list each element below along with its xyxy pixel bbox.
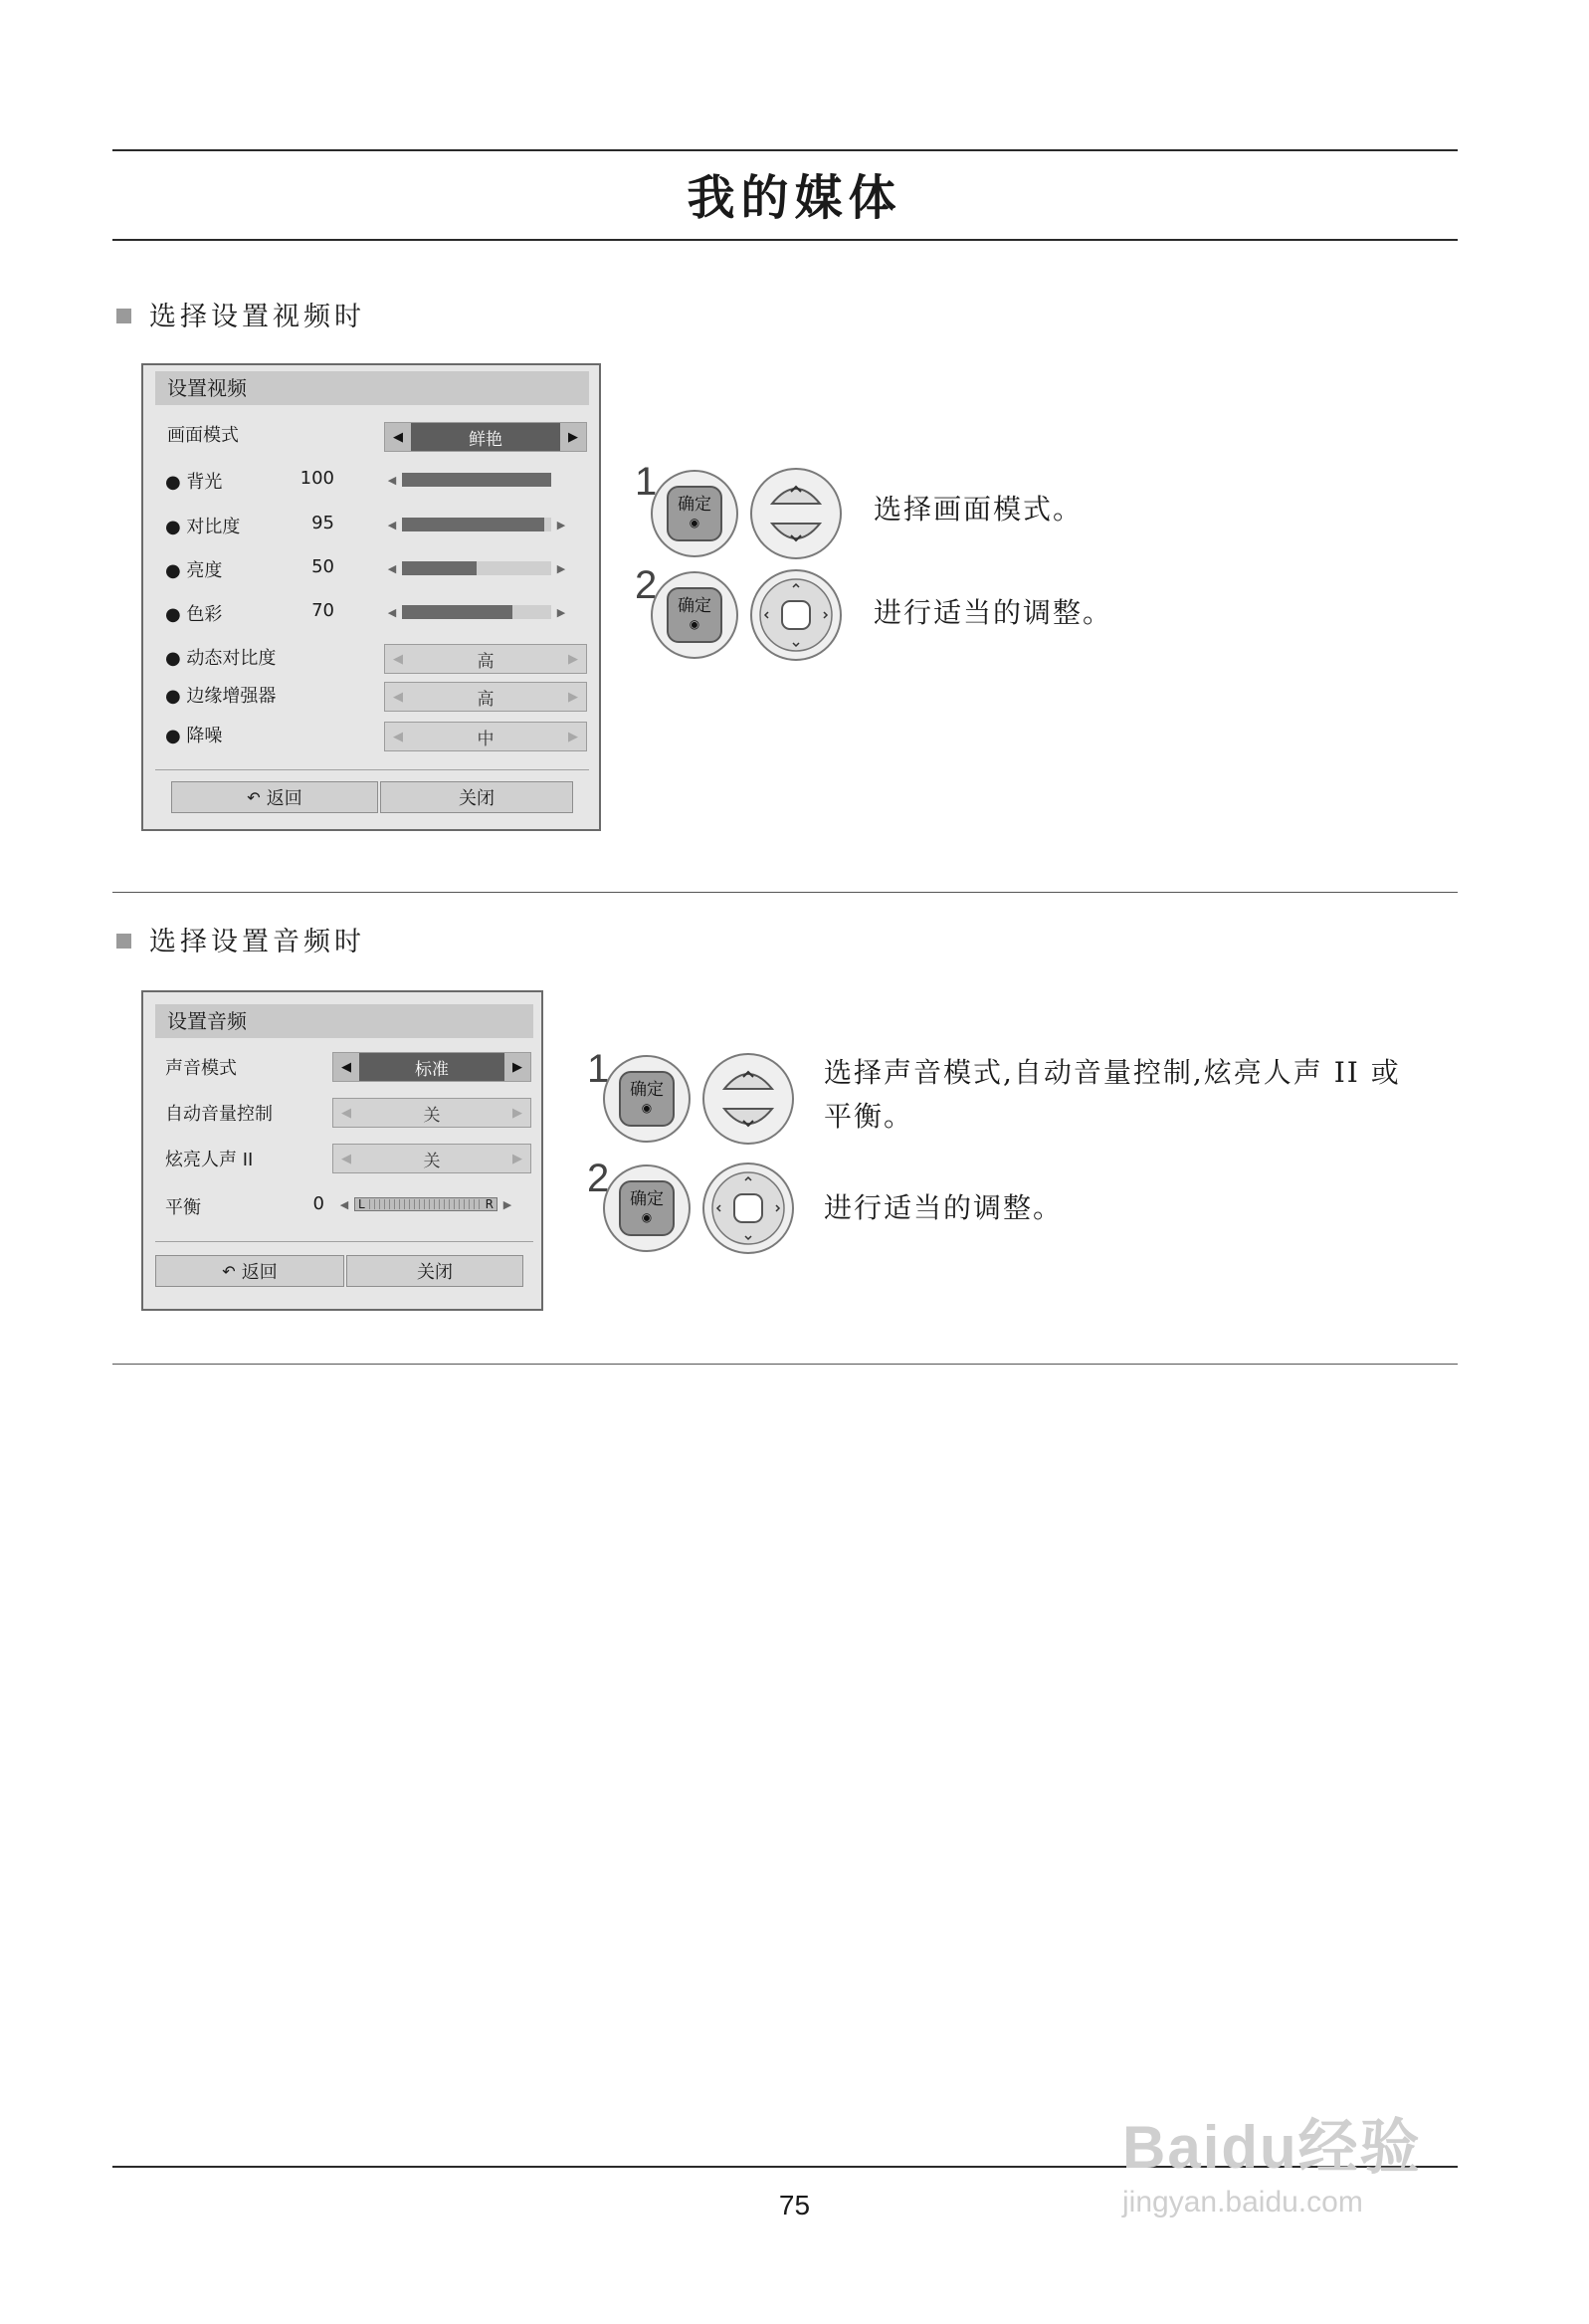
auto-volume-value: 关 (423, 1105, 441, 1126)
slider-fill (402, 561, 477, 575)
color-label: ● 色彩 (165, 604, 223, 625)
step-2-number: 2 (587, 1157, 610, 1200)
slider-fill (402, 473, 551, 487)
ok-button (651, 470, 738, 557)
close-button[interactable] (346, 1255, 523, 1287)
ok-button-face (619, 1071, 675, 1127)
balance-left-label: L (358, 1197, 365, 1211)
arrow-left-icon[interactable]: ◀ (387, 561, 397, 575)
sound-mode-value: 标准 (359, 1053, 504, 1081)
panel-divider (155, 769, 589, 770)
arrow-right-icon[interactable]: ▶ (512, 1059, 522, 1075)
arrow-left-icon[interactable]: ◀ (387, 473, 397, 487)
noise-reduction-label: ● 降噪 (165, 726, 223, 746)
ok-label: 确定 (630, 1080, 664, 1100)
arrow-left-icon[interactable]: ◀ (341, 1059, 351, 1075)
step-2-number: 2 (635, 563, 658, 607)
edge-enhancer-label: ● 边缘增强器 (165, 686, 277, 707)
step-1-text (824, 1051, 1401, 1139)
slider-track[interactable] (402, 605, 551, 619)
balance-track[interactable] (354, 1197, 497, 1211)
square-bullet-icon (116, 934, 131, 949)
audio-settings-panel (141, 990, 543, 1311)
slider-fill (402, 518, 544, 531)
arrow-right-icon[interactable]: ▶ (512, 1105, 522, 1121)
dynamic-contrast-label: ● 动态对比度 (165, 648, 277, 669)
ok-label: 确定 (678, 596, 711, 616)
balance-value: 0 (312, 1193, 324, 1214)
brightness-label: ● 亮度 (165, 560, 223, 581)
balance-label: 平衡 (165, 1197, 201, 1218)
sound-mode-selector[interactable] (332, 1052, 531, 1082)
ok-button (603, 1164, 691, 1252)
clear-voice-selector[interactable] (332, 1144, 531, 1173)
section-video-title (116, 295, 365, 333)
arrow-left-icon[interactable]: ◀ (341, 1151, 351, 1166)
backlight-label: ● 背光 (165, 472, 223, 493)
section-audio-title-text: 选择设置音频时 (149, 927, 365, 957)
watermark-logo: Baidu经验 (1122, 2114, 1422, 2181)
section-video-title-text: 选择设置视频时 (149, 302, 365, 332)
step-1-text-line2: 平衡。 (824, 1100, 914, 1133)
up-down-arrows-icon (752, 470, 840, 557)
arrow-left-icon[interactable]: ◀ (393, 429, 403, 445)
arrow-left-icon[interactable]: ◀ (393, 729, 403, 744)
arrow-left-icon[interactable]: ◀ (341, 1105, 351, 1121)
auto-volume-selector[interactable] (332, 1098, 531, 1128)
picture-mode-label: 画面模式 (167, 425, 239, 446)
slider-track[interactable] (402, 561, 551, 575)
back-button[interactable] (171, 781, 378, 813)
noise-reduction-selector[interactable] (384, 722, 587, 751)
ok-button (651, 571, 738, 659)
backlight-value: 100 (299, 468, 334, 489)
arrow-right-icon[interactable]: ▶ (512, 1151, 522, 1166)
back-icon: ↶ (247, 787, 261, 807)
page-number: 75 (778, 2190, 811, 2220)
slider-track[interactable] (402, 518, 551, 531)
arrow-left-icon[interactable]: ◀ (393, 651, 403, 667)
section-end-rule (112, 1364, 1458, 1365)
back-icon: ↶ (222, 1261, 236, 1281)
section-audio-title (116, 920, 365, 958)
arrow-right-icon[interactable]: ▶ (556, 518, 566, 531)
ok-label: 确定 (678, 495, 711, 515)
direction-pad-button (702, 1162, 794, 1254)
ok-button-face (667, 587, 722, 643)
balance-slider[interactable] (334, 1195, 517, 1213)
contrast-slider[interactable] (382, 516, 571, 533)
noise-reduction-value: 中 (477, 729, 495, 749)
slider-track[interactable] (402, 473, 551, 487)
section-divider (112, 892, 1458, 893)
balance-right-label: R (485, 1197, 494, 1211)
arrow-right-icon[interactable]: ▶ (568, 689, 578, 705)
edge-enhancer-value: 高 (477, 689, 495, 710)
ok-button-face (667, 486, 722, 541)
edge-enhancer-selector[interactable] (384, 682, 587, 712)
step-1-text: 选择画面模式。 (874, 493, 1084, 526)
ok-dot-icon: ◉ (641, 1210, 653, 1224)
color-slider[interactable] (382, 603, 571, 621)
clear-voice-label: 炫亮人声 II (165, 1150, 254, 1170)
up-down-arrows-icon (704, 1055, 792, 1143)
step-1-number: 1 (635, 460, 658, 504)
panel-title: 设置音频 (155, 1004, 533, 1038)
page-title: 我的媒体 (687, 170, 902, 226)
direction-pad-icon (704, 1164, 792, 1252)
watermark-url: jingyan.baidu.com (1122, 2186, 1363, 2218)
ok-label: 确定 (630, 1189, 664, 1209)
clear-voice-value: 关 (423, 1151, 441, 1171)
top-rule (112, 149, 1458, 151)
step-1-text-line1: 选择声音模式,自动音量控制,炫亮人声 II 或 (824, 1056, 1401, 1089)
contrast-label: ● 对比度 (165, 517, 241, 537)
arrow-right-icon[interactable]: ▶ (568, 729, 578, 744)
ok-button-face (619, 1180, 675, 1236)
square-bullet-icon (116, 309, 131, 323)
arrow-left-icon[interactable]: ◀ (387, 605, 397, 619)
step-2-text: 进行适当的调整。 (824, 1191, 1064, 1224)
up-down-button (702, 1053, 794, 1145)
contrast-value: 95 (311, 513, 334, 533)
dynamic-contrast-selector[interactable] (384, 644, 587, 674)
slider-fill (402, 605, 512, 619)
back-button-label: 返回 (266, 788, 302, 809)
arrow-right-icon[interactable]: ▶ (568, 429, 578, 445)
picture-mode-selector[interactable] (384, 422, 587, 452)
panel-title: 设置视频 (155, 371, 589, 405)
arrow-right-icon[interactable]: ▶ (502, 1197, 512, 1211)
color-value: 70 (311, 600, 334, 621)
ok-dot-icon: ◉ (641, 1101, 653, 1115)
close-button-label: 关闭 (417, 1262, 453, 1283)
dynamic-contrast-value: 高 (477, 651, 495, 672)
arrow-right-icon[interactable]: ▶ (556, 605, 566, 619)
arrow-right-icon[interactable]: ▶ (568, 651, 578, 667)
panel-divider (155, 1241, 533, 1242)
sound-mode-label: 声音模式 (165, 1058, 237, 1079)
arrow-left-icon[interactable]: ◀ (393, 689, 403, 705)
ok-button (603, 1055, 691, 1143)
arrow-right-icon[interactable]: ▶ (556, 473, 566, 487)
ok-dot-icon: ◉ (689, 617, 700, 631)
close-button[interactable] (380, 781, 573, 813)
arrow-left-icon[interactable]: ◀ (339, 1197, 349, 1211)
balance-ticks (369, 1199, 482, 1209)
direction-pad-button (750, 569, 842, 661)
arrow-right-icon[interactable]: ▶ (556, 561, 566, 575)
picture-mode-value: 鲜艳 (411, 423, 560, 451)
brightness-value: 50 (311, 556, 334, 577)
ok-dot-icon: ◉ (689, 516, 700, 529)
close-button-label: 关闭 (459, 788, 495, 809)
arrow-left-icon[interactable]: ◀ (387, 518, 397, 531)
step-1-number: 1 (587, 1047, 610, 1091)
direction-pad-icon (752, 571, 840, 659)
step-2-text: 进行适当的调整。 (874, 596, 1113, 629)
video-settings-panel (141, 363, 601, 831)
back-button[interactable] (155, 1255, 344, 1287)
brightness-slider[interactable] (382, 559, 571, 577)
auto-volume-label: 自动音量控制 (165, 1104, 273, 1125)
title-rule (112, 239, 1458, 241)
up-down-button (750, 468, 842, 559)
back-button-label: 返回 (241, 1262, 278, 1283)
backlight-slider[interactable] (382, 471, 571, 489)
